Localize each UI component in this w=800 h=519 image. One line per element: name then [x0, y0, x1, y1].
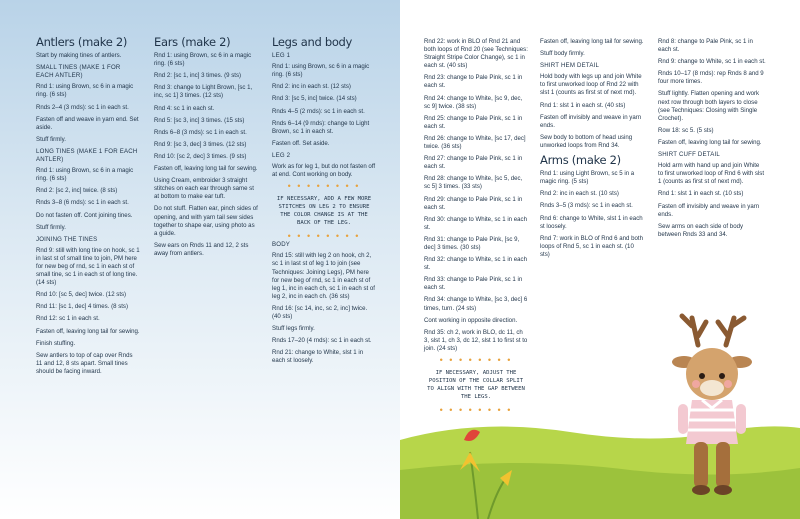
joining-sew: Sew antlers to top of cap over Rnds 11 and 12, 8 sts apart. Small tines should be facing inward.	[36, 351, 133, 375]
body-rnd24: Rnd 24: change to White, [sc 9, dec, sc 9] twice. (38 sts)	[424, 94, 523, 110]
deer-muzzle	[700, 380, 724, 396]
body-rnd27: Rnd 27: change to Pale Pink, sc 1 in each st.	[424, 155, 523, 171]
body-rnd26: Rnd 26: change to White, [sc 17, dec] twice. (36 sts)	[424, 134, 526, 151]
arm-right	[736, 404, 746, 434]
small-tines-rnd1: Rnd 1: using Brown, sc 6 in a magic ring. (6 sts)	[36, 83, 134, 99]
leg1-rnd4: Rnds 4–5 (2 rnds): sc 1 in each st.	[272, 107, 365, 115]
long-tines-heading: LONG TINES (MAKE 1 FOR EACH ANTLER)	[36, 147, 138, 164]
legs-title: Legs and body	[272, 35, 353, 49]
ears-column	[154, 35, 258, 262]
legs-column	[272, 35, 376, 369]
arms-fasten: Fasten off, leaving long tail for sewing.	[658, 138, 762, 146]
arms-rnd9: Rnd 9: change to White, sc 1 in each st.	[658, 58, 766, 66]
arms-rnd1: Rnd 1: using Light Brown, sc 5 in a magic ring. (5 sts)	[540, 170, 635, 186]
hoof-left-icon	[692, 485, 710, 495]
hem-fasten: Fasten off invisibly and weave in yarn ends.	[540, 113, 642, 129]
cuff-rnd1: Rnd 1: slst 1 in each st. (10 sts)	[658, 190, 744, 198]
arms-row18: Row 18: sc 5. (5 sts)	[658, 126, 714, 134]
ears-rnd5: Rnd 5: [sc 3, inc] 3 times. (15 sts)	[154, 116, 245, 124]
hem-sew: Sew body to bottom of head using unworked loops from Rnd 34.	[540, 133, 633, 149]
collar-dots-top: • • • • • • • •	[439, 355, 513, 365]
antler-left-icon	[682, 316, 706, 345]
joining-rnd11: Rnd 11: [sc 1, dec] 4 times. (8 sts)	[36, 303, 129, 311]
cuff-heading: SHIRT CUFF DETAIL	[658, 151, 720, 159]
arms-rnd2: Rnd 2: inc in each st. (10 sts)	[540, 190, 619, 198]
leg1-rnd6: Rnds 6–14 (9 rnds): change to Light Brown, sc 1 in each st.	[272, 119, 370, 135]
body-rnd17: Rnds 17–20 (4 rnds): sc 1 in each st.	[272, 337, 372, 345]
cuff-fasten: Fasten off invisibly and weave in yarn ends.	[658, 202, 760, 218]
small-tines-stuff: Stuff firmly.	[36, 135, 66, 143]
shirt-stuff: Stuff body firmly.	[540, 50, 585, 58]
arms-rnd3: Rnds 3–5 (3 rnds): sc 1 in each st.	[540, 202, 633, 210]
body-rnd35: Rnd 35: ch 2, work in BLO, dc 11, ch 3, slst 1, ch 3, dc 12, slst 1 to first st to join. (24 sts)	[424, 328, 528, 352]
ears-rnd3: Rnd 3: change to Light Brown, [sc 1, inc, sc 1] 3 times. (12 sts)	[154, 84, 253, 100]
leg-left	[694, 442, 708, 488]
antlers-title: Antlers (make 2)	[36, 35, 128, 49]
body-rnd16: Rnd 16: [sc 14, inc, sc 2, inc] twice. (40 sts)	[272, 304, 368, 320]
ears-rnd6: Rnds 6–8 (3 rnds): sc 1 in each st.	[154, 128, 247, 136]
leg1-heading: LEG 1	[272, 52, 291, 60]
body-rnd34: Rnd 34: change to White, [sc 3, dec] 6 times, turn. (24 sts)	[424, 296, 528, 312]
arms-continued-column	[658, 38, 766, 243]
arms-rnd7: Rnd 7: work in BLO of Rnd 6 and both loops of Rnd 5, sc 1 in each st. (10 sts)	[540, 234, 643, 258]
joining-heading: JOINING THE TINES	[36, 235, 98, 243]
small-tines-fasten: Fasten off and weave in yarn end. Set aside.	[36, 115, 139, 131]
collar-callout: IF NECESSARY, ADJUST THE POSITION OF THE COLLAR SPLIT TO ALIGN WITH THE GAP BETWEEN THE LEGS.	[427, 370, 525, 400]
arms-rnd8: Rnd 8: change to Pale Pink, sc 1 in each st.	[658, 38, 753, 54]
eye-right-icon	[719, 373, 725, 379]
body-rnd33: Rnd 33: change to Pale Pink, sc 1 in each st.	[424, 276, 523, 292]
callout-dots-top: • • • • • • • •	[287, 181, 361, 192]
leg1-fasten: Fasten off. Set aside.	[272, 139, 330, 147]
ears-embroider: Using Cream, embroider 3 straight stitches on each ear through same st at bottom to make ear tuft.	[154, 177, 254, 201]
small-tines-heading: SMALL TINES (MAKE 1 FOR EACH ANTLER)	[36, 64, 121, 80]
ears-rnd10: Rnd 10: [sc 2, dec] 3 times. (9 sts)	[154, 152, 247, 160]
right-page	[400, 0, 800, 519]
body-rnd28: Rnd 28: change to White, [sc 5, dec, sc 5] 3 times. (33 sts)	[424, 175, 523, 191]
ears-title: Ears (make 2)	[154, 35, 231, 49]
joining-rnd9: Rnd 9: still with long tine on hook, sc 1 in last st of small tine to join, PM here for new beg of rnd, sc 1 in each st of small tine, sc 1 in each st of long tine. (14 sts)	[36, 246, 140, 287]
leg2-heading: LEG 2	[272, 151, 291, 159]
body-continued-column	[424, 38, 528, 413]
leg1-rnd2: Rnd 2: inc in each st. (12 sts)	[272, 83, 351, 91]
hem-heading: SHIRT HEM DETAIL	[540, 62, 600, 70]
arms-title: Arms (make 2)	[540, 153, 621, 168]
small-tines-rnd2: Rnds 2–4 (3 rnds): sc 1 in each st.	[36, 103, 129, 111]
leg1-rnd1: Rnd 1: using Brown, sc 6 in a magic ring. (6 sts)	[272, 63, 370, 79]
body-rnd32: Rnd 32: change to White, sc 1 in each st.	[424, 256, 527, 272]
arms-stuff: Stuff lightly. Flatten opening and work next row through both layers to close (see Techniques: Closing with Single Crochet).	[658, 90, 760, 122]
shirt-arms-column	[540, 38, 644, 263]
body-rnd23: Rnd 23: change to Pale Pink, sc 1 in each st.	[424, 74, 523, 90]
body-heading: BODY	[272, 241, 291, 249]
body-rnd29: Rnd 29: change to Pale Pink, sc 1 in each st.	[424, 195, 523, 211]
body-opposite: Cont working in opposite direction.	[424, 316, 518, 324]
body-rnd30: Rnd 30: change to White, sc 1 in each st.	[424, 215, 527, 231]
leg-right	[716, 442, 730, 488]
arms-rnd6: Rnd 6: change to White, slst 1 in each st loosely.	[540, 214, 643, 230]
hoof-right-icon	[714, 485, 732, 495]
ears-sew: Sew ears on Rnds 11 and 12, 2 sts away from antlers.	[154, 241, 249, 257]
cheek-right	[724, 380, 732, 388]
joining-fasten: Fasten off, leaving long tail for sewing.	[36, 327, 140, 335]
cuff-text: Hold arm with hand up and join White to first unworked loop of Rnd 6 with slst 1 (counts as first st of next rnd).	[658, 162, 765, 186]
long-tines-rnd2: Rnd 2: [sc 2, inc] twice. (8 sts)	[36, 187, 118, 195]
hem-text: Hold body with legs up and join White to first unworked loop of Rnd 22 with slst 1 (counts as first st of next rnd).	[540, 73, 642, 97]
joining-rnd10: Rnd 10: [sc 5, dec] twice. (12 sts)	[36, 291, 127, 299]
ears-rnd9: Rnd 9: [sc 3, dec] 3 times. (12 sts)	[154, 140, 247, 148]
ears-flatten: Do not stuff. Flatten ear, pinch sides of opening, and with yarn tail sew sides together to shape ear, using photo as a guide.	[154, 205, 258, 237]
ears-rnd4: Rnd 4: sc 1 in each st.	[154, 104, 215, 112]
leg2-callout: IF NECESSARY, ADD A FEW MORE STITCHES ON LEG 2 TO ENSURE THE COLOR CHANGE IS AT THE BACK OF THE LEG.	[276, 196, 372, 227]
long-tines-stuff: Stuff firmly.	[36, 223, 66, 231]
body-rnd25: Rnd 25: change to Pale Pink, sc 1 in each st.	[424, 114, 523, 130]
cheek-left	[692, 380, 700, 388]
body-rnd21: Rnd 21: change to White, slst 1 in each st loosely.	[272, 349, 364, 365]
collar-dots-bottom: • • • • • • • •	[439, 405, 513, 415]
leg2-text: Work as for leg 1, but do not fasten off at end. Cont working on body.	[272, 163, 376, 179]
body-rnd22: Rnd 22: work in BLO of Rnd 21 and both loops of Rnd 20 (see Techniques: Straight Stripe Color Change), sc 1 in each st. (40 sts)	[424, 38, 528, 70]
shirt-fasten: Fasten off, leaving long tail for sewing.	[540, 38, 644, 45]
long-tines-rnd1: Rnd 1: using Brown, sc 6 in a magic ring. (6 sts)	[36, 167, 134, 183]
antlers-intro: Start by making tines of antlers.	[36, 52, 122, 60]
arms-rnd10: Rnds 10–17 (8 rnds): rep Rnds 8 and 9 four more times.	[658, 70, 764, 86]
joining-rnd12: Rnd 12: sc 1 in each st.	[36, 315, 100, 323]
eye-left-icon	[699, 373, 705, 379]
hem-rnd1: Rnd 1: slst 1 in each st. (40 sts)	[540, 101, 626, 109]
antlers-column	[36, 35, 140, 380]
antler-right-icon	[718, 318, 744, 345]
callout-dots-bottom: • • • • • • • •	[287, 231, 361, 242]
body-rnd31: Rnd 31: change to Pale Pink, [sc 9, dec] 3 times. (30 sts)	[424, 235, 520, 251]
long-tines-note: Do not fasten off. Cont joining tines.	[36, 211, 133, 219]
ears-rnd2: Rnd 2: [sc 1, inc] 3 times. (9 sts)	[154, 72, 242, 80]
long-tines-rnd3: Rnds 3–8 (6 rnds): sc 1 in each st.	[36, 199, 129, 207]
body-stuff: Stuff legs firmly.	[272, 325, 315, 333]
ears-rnd1: Rnd 1: using Brown, sc 6 in a magic ring. (6 sts)	[154, 52, 252, 68]
arm-left	[678, 404, 688, 434]
body-rnd15: Rnd 15: still with leg 2 on hook, ch 2, sc 1 in last st of leg 1 to join (see Techniques: Joining Legs), PM here for new beg of rnd, sc 1 in each st of leg 1, inc in each ch, sc 1 in each st of leg 2, inc in each ch. (36 sts)	[272, 252, 375, 300]
cuff-sew: Sew arms on each side of body between Rnds 33 and 34.	[658, 222, 744, 238]
leg1-rnd3: Rnd 3: [sc 5, inc] twice. (14 sts)	[272, 95, 357, 103]
joining-finish: Finish stuffing.	[36, 339, 76, 347]
ears-fasten: Fasten off, leaving long tail for sewing.	[154, 165, 258, 173]
